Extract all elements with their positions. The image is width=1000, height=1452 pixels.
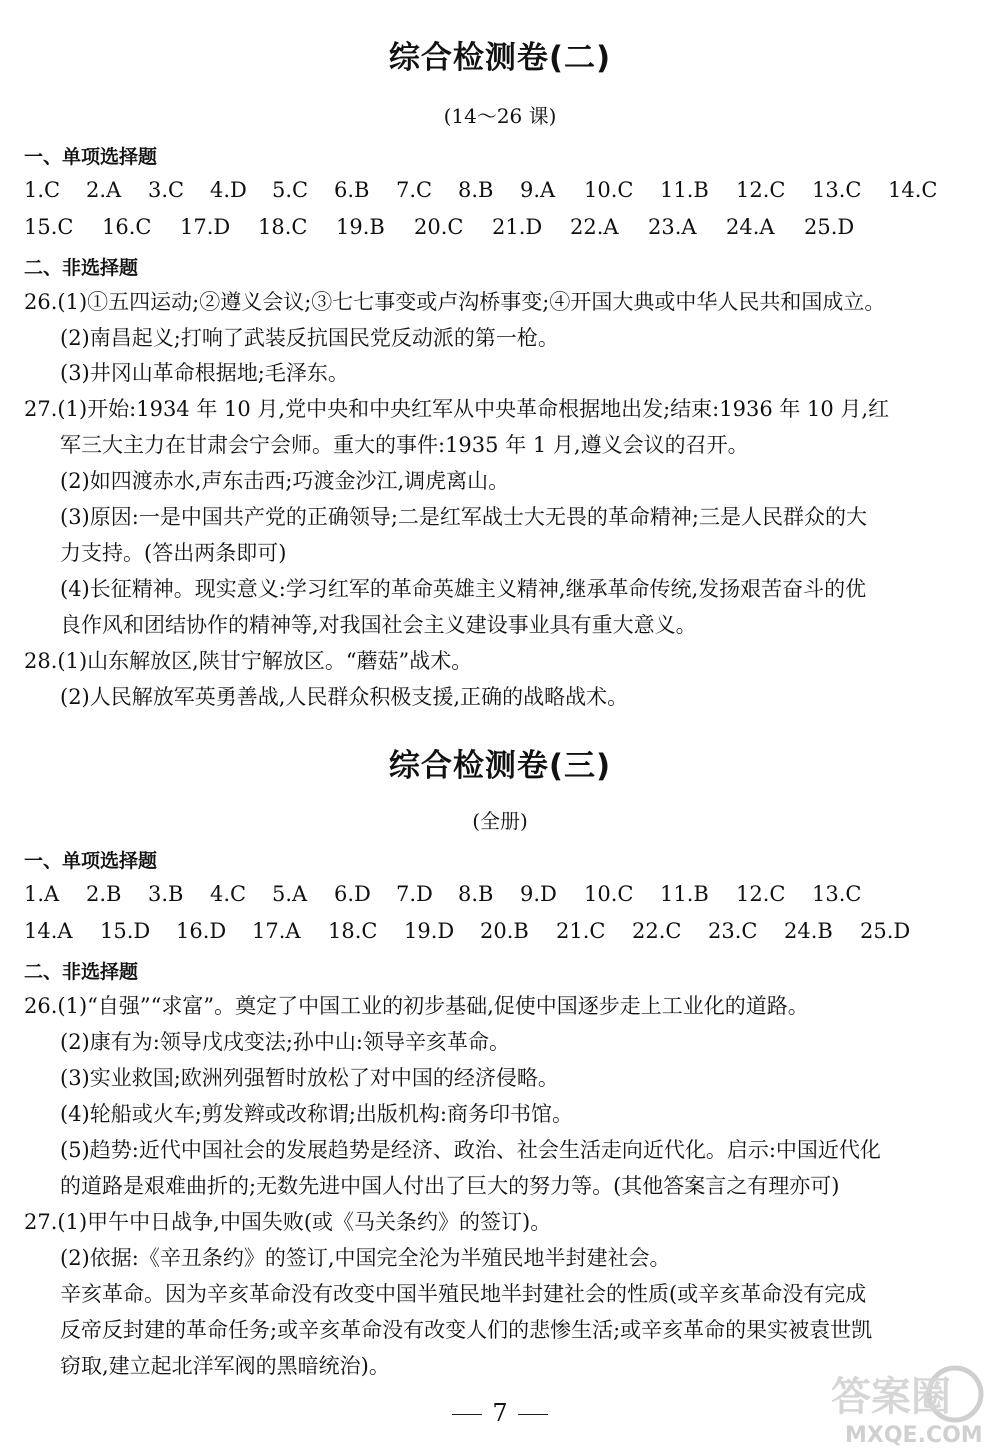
answer-item: 21.D <box>492 215 543 239</box>
answer-item: 7.C <box>396 178 433 202</box>
answer-line: 军三大主力在甘肃会宁会师。重大的事件:1935 年 1 月,遵义会议的召开。 <box>60 433 749 457</box>
answer-line: 28.(1)山东解放区,陕甘宁解放区。“蘑菇”战术。 <box>24 649 473 673</box>
answer-item: 19.B <box>336 215 385 239</box>
answer-line: 力支持。(答出两条即可) <box>60 541 287 565</box>
answer-item: 21.C <box>556 919 606 943</box>
answer-item: 15.C <box>24 215 74 239</box>
answer-line: 的道路是艰难曲折的;无数先进中国人付出了巨大的努力等。(其他答案言之有理亦可) <box>60 1174 840 1198</box>
answer-line: 27.(1)甲午中日战争,中国失败(或《马关条约》的签订)。 <box>24 1210 552 1234</box>
answer-line: (4)长征精神。现实意义:学习红军的革命英雄主义精神,继承革命传统,发扬艰苦奋斗的优 <box>60 577 867 601</box>
answer-item: 16.C <box>102 215 152 239</box>
answer-item: 4.D <box>210 178 247 202</box>
watermark-logo <box>825 1360 995 1448</box>
answer-item: 17.A <box>252 919 301 943</box>
answer-line: 辛亥革命。因为辛亥革命没有改变中国半殖民地半封建社会的性质(或辛亥革命没有完成 <box>60 1282 867 1306</box>
page-number-dash-right <box>518 1414 548 1415</box>
answer-line: (3)原因:一是中国共产党的正确领导;二是红军战士大无畏的革命精神;三是人民群众的大 <box>60 505 867 529</box>
page-number-dash-left <box>452 1414 482 1415</box>
answer-line: (5)趋势:近代中国社会的发展趋势是经济、政治、社会生活走向近代化。启示:中国近代化 <box>60 1138 881 1162</box>
answer-item: 25.D <box>804 215 855 239</box>
test3-subtitle: (全册) <box>472 809 528 833</box>
answer-item: 14.C <box>888 178 938 202</box>
answer-item: 11.B <box>660 882 709 906</box>
answer-item: 12.C <box>736 882 786 906</box>
answer-item: 20.B <box>480 919 529 943</box>
answer-item: 18.C <box>328 919 378 943</box>
answer-item: 9.D <box>520 882 557 906</box>
answer-line: 26.(1)“自强”“求富”。奠定了中国工业的初步基础,促使中国逐步走上工业化的道路。 <box>24 994 809 1018</box>
answer-item: 4.C <box>210 882 247 906</box>
answer-line: (2)依据:《辛丑条约》的签订,中国完全沦为半殖民地半封建社会。 <box>60 1246 671 1270</box>
answer-item: 24.B <box>784 919 833 943</box>
answer-item: 3.B <box>148 882 184 906</box>
test2-section-nonchoice: 二、非选择题 <box>24 257 139 279</box>
answer-line: (2)康有为:领导戊戌变法;孙中山:领导辛亥革命。 <box>60 1030 510 1054</box>
answer-item: 13.C <box>812 178 862 202</box>
watermark-url-text: MXQE.COM <box>845 1423 983 1448</box>
answer-item: 6.D <box>334 882 371 906</box>
test3-title: 综合检测卷(三) <box>388 748 612 784</box>
test2-title: 综合检测卷(二) <box>388 40 612 76</box>
answer-item: 18.C <box>258 215 308 239</box>
answer-item: 17.D <box>180 215 231 239</box>
answer-line: 27.(1)开始:1934 年 10 月,党中央和中央红军从中央革命根据地出发;结束:1936 年 10 月,红 <box>24 397 890 421</box>
answer-item: 10.C <box>584 178 634 202</box>
answer-item: 2.B <box>86 882 122 906</box>
answer-item: 11.B <box>660 178 709 202</box>
answer-item: 3.C <box>148 178 185 202</box>
answer-line: 26.(1)①五四运动;②遵义会议;③七七事变或卢沟桥事变;④开国大典或中华人民共和国成立。 <box>24 290 886 314</box>
answer-item: 19.D <box>404 919 455 943</box>
answer-item: 12.C <box>736 178 786 202</box>
answer-item: 6.B <box>334 178 370 202</box>
answer-item: 20.C <box>414 215 464 239</box>
answer-item: 5.A <box>272 882 308 906</box>
answer-item: 22.A <box>570 215 619 239</box>
answer-item: 2.A <box>86 178 122 202</box>
test2-section-choice: 一、单项选择题 <box>24 146 158 168</box>
answer-item: 5.C <box>272 178 309 202</box>
answer-line: 窃取,建立起北洋军阀的黑暗统治)。 <box>60 1354 390 1378</box>
answer-line: (2)南昌起义;打响了武装反抗国民党反动派的第一枪。 <box>60 326 559 350</box>
answer-item: 25.D <box>860 919 911 943</box>
page-number-value: 7 <box>492 1399 508 1427</box>
test2-subtitle: (14～26 课) <box>443 104 557 128</box>
answer-line: (3)井冈山革命根据地;毛泽东。 <box>60 361 349 385</box>
answer-item: 16.D <box>176 919 227 943</box>
answer-line: (2)如四渡赤水,声东击西;巧渡金沙江,调虎离山。 <box>60 469 510 493</box>
test3-section-nonchoice: 二、非选择题 <box>24 961 139 983</box>
answer-line: (2)人民解放军英勇善战,人民群众积极支援,正确的战略战术。 <box>60 685 629 709</box>
answer-item: 8.B <box>458 882 494 906</box>
answer-item: 24.A <box>726 215 775 239</box>
answer-item: 8.B <box>458 178 494 202</box>
answer-item: 23.A <box>648 215 697 239</box>
answer-line: 反帝反封建的革命任务;或辛亥革命没有改变人们的悲惨生活;或辛亥革命的果实被袁世凯 <box>60 1318 873 1342</box>
answer-item: 22.C <box>632 919 682 943</box>
answer-item: 7.D <box>396 882 433 906</box>
answer-line: 良作风和团结协作的精神等,对我国社会主义建设事业具有重大意义。 <box>60 613 697 637</box>
watermark-main-text: 答案圈 <box>831 1374 951 1420</box>
answer-item: 13.C <box>812 882 862 906</box>
answer-item: 15.D <box>100 919 151 943</box>
answer-item: 1.A <box>24 882 60 906</box>
answer-line: (3)实业救国;欧洲列强暂时放松了对中国的经济侵略。 <box>60 1066 559 1090</box>
test3-section-choice: 一、单项选择题 <box>24 850 158 872</box>
answer-item: 14.A <box>24 919 73 943</box>
answer-item: 10.C <box>584 882 634 906</box>
answer-line: (4)轮船或火车;剪发辫或改称谓;出版机构:商务印书馆。 <box>60 1102 573 1126</box>
answer-item: 23.C <box>708 919 758 943</box>
answer-item: 9.A <box>520 178 556 202</box>
answer-item: 1.C <box>24 178 61 202</box>
